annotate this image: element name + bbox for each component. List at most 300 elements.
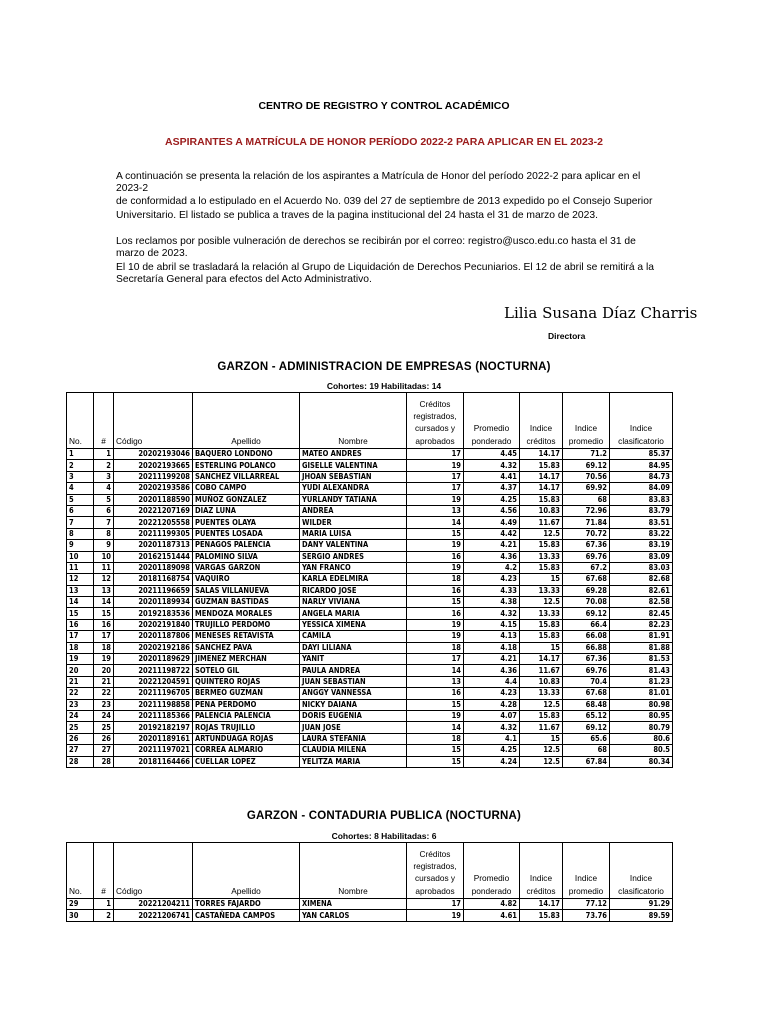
cell-indice-clasificatorio: 82.58 <box>610 597 673 608</box>
cell-creditos: 16 <box>407 585 464 596</box>
cell-nombre: DAYI LILIANA <box>300 642 407 653</box>
students-table <box>66 842 673 922</box>
cell-apellido: PALOMINO SILVA <box>193 551 300 562</box>
cell-indice-promedio: 69.12 <box>563 460 610 471</box>
cell-indice-clasificatorio: 83.79 <box>610 505 673 516</box>
cell-indice-clasificatorio: 81.43 <box>610 665 673 676</box>
cell-apellido: SOTELO GIL <box>193 665 300 676</box>
cell-num: 3 <box>94 471 114 482</box>
cell-apellido: SANCHEZ VILLARREAL <box>193 471 300 482</box>
cell-indice-creditos: 15.83 <box>520 494 563 505</box>
cell-indice-clasificatorio: 80.34 <box>610 756 673 767</box>
cell-indice-clasificatorio: 82.23 <box>610 619 673 630</box>
col-promedio-ponderado-header: Promedio ponderado <box>464 843 520 899</box>
col-apellido-header: Apellido <box>193 843 300 899</box>
cell-indice-clasificatorio: 82.61 <box>610 585 673 596</box>
table-row <box>67 505 673 516</box>
cell-no: 9 <box>67 540 94 551</box>
cell-promedio-ponderado: 4.45 <box>464 449 520 460</box>
cell-apellido: GUZMAN BASTIDAS <box>193 597 300 608</box>
table-row <box>67 540 673 551</box>
cell-num: 15 <box>94 608 114 619</box>
col-no-header: No. <box>67 843 94 899</box>
cell-codigo: 20192183536 <box>114 608 193 619</box>
cell-creditos: 19 <box>407 619 464 630</box>
cell-no: 23 <box>67 699 94 710</box>
cell-indice-creditos: 15 <box>520 642 563 653</box>
cell-indice-creditos: 10.83 <box>520 505 563 516</box>
cell-indice-creditos: 14.17 <box>520 471 563 482</box>
cell-nombre: LAURA STEFANIA <box>300 733 407 744</box>
cell-indice-clasificatorio: 91.29 <box>610 899 673 910</box>
table-row <box>67 551 673 562</box>
table-row <box>67 483 673 494</box>
cell-promedio-ponderado: 4.32 <box>464 722 520 733</box>
cell-indice-creditos: 15.83 <box>520 631 563 642</box>
cell-no: 1 <box>67 449 94 460</box>
cell-creditos: 15 <box>407 699 464 710</box>
cell-no: 3 <box>67 471 94 482</box>
cell-indice-clasificatorio: 80.95 <box>610 710 673 721</box>
cell-no: 17 <box>67 631 94 642</box>
cell-indice-creditos: 14.17 <box>520 899 563 910</box>
cell-promedio-ponderado: 4.56 <box>464 505 520 516</box>
table-row <box>67 722 673 733</box>
cell-indice-clasificatorio: 80.5 <box>610 745 673 756</box>
cell-apellido: MENDOZA MORALES <box>193 608 300 619</box>
cell-num: 4 <box>94 483 114 494</box>
cell-apellido: PUENTES OLAYA <box>193 517 300 528</box>
cell-codigo: 20221205558 <box>114 517 193 528</box>
cell-no: 29 <box>67 899 94 910</box>
cell-indice-creditos: 11.67 <box>520 722 563 733</box>
cell-codigo: 20211196705 <box>114 688 193 699</box>
cell-indice-promedio: 66.88 <box>563 642 610 653</box>
table-row <box>67 665 673 676</box>
cell-promedio-ponderado: 4.21 <box>464 540 520 551</box>
table-row <box>67 710 673 721</box>
table-row <box>67 597 673 608</box>
cell-codigo: 20201188590 <box>114 494 193 505</box>
cell-indice-clasificatorio: 84.09 <box>610 483 673 494</box>
cell-num: 5 <box>94 494 114 505</box>
cell-indice-promedio: 69.12 <box>563 608 610 619</box>
cell-indice-clasificatorio: 81.01 <box>610 688 673 699</box>
cell-nombre: ANDREA <box>300 505 407 516</box>
cell-no: 14 <box>67 597 94 608</box>
table-row <box>67 745 673 756</box>
cell-indice-clasificatorio: 81.53 <box>610 654 673 665</box>
section-title: GARZON - ADMINISTRACION DE EMPRESAS (NOCTURNA) <box>217 361 551 373</box>
cell-indice-promedio: 71.2 <box>563 449 610 460</box>
cell-promedio-ponderado: 4.13 <box>464 631 520 642</box>
cell-num: 13 <box>94 585 114 596</box>
cell-no: 8 <box>67 528 94 539</box>
cell-nombre: JUAN SEBASTIAN <box>300 676 407 687</box>
cell-codigo: 20202193046 <box>114 449 193 460</box>
cell-promedio-ponderado: 4.23 <box>464 574 520 585</box>
cell-codigo: 20221204591 <box>114 676 193 687</box>
cell-apellido: MUÑOZ GONZALEZ <box>193 494 300 505</box>
cell-indice-clasificatorio: 89.59 <box>610 910 673 921</box>
cell-nombre: RICARDO JOSE <box>300 585 407 596</box>
table-row <box>67 471 673 482</box>
cell-indice-promedio: 72.96 <box>563 505 610 516</box>
cell-indice-clasificatorio: 80.6 <box>610 733 673 744</box>
cell-promedio-ponderado: 4.33 <box>464 585 520 596</box>
cell-indice-promedio: 70.08 <box>563 597 610 608</box>
cell-indice-promedio: 67.2 <box>563 562 610 573</box>
cell-promedio-ponderado: 4.07 <box>464 710 520 721</box>
table-row <box>67 699 673 710</box>
table-row <box>67 733 673 744</box>
cell-indice-creditos: 11.67 <box>520 517 563 528</box>
cell-apellido: TRUJILLO PERDOMO <box>193 619 300 630</box>
cell-codigo: 20202193665 <box>114 460 193 471</box>
table-row <box>67 585 673 596</box>
col-nombre-header: Nombre <box>300 393 407 449</box>
cell-num: 1 <box>94 449 114 460</box>
cell-indice-promedio: 69.76 <box>563 551 610 562</box>
cell-indice-clasificatorio: 83.83 <box>610 494 673 505</box>
cell-nombre: YESSICA XIMENA <box>300 619 407 630</box>
cell-indice-clasificatorio: 83.03 <box>610 562 673 573</box>
cell-num: 7 <box>94 517 114 528</box>
cell-creditos: 16 <box>407 688 464 699</box>
cell-creditos: 15 <box>407 597 464 608</box>
cell-codigo: 20221204211 <box>114 899 193 910</box>
cell-no: 13 <box>67 585 94 596</box>
cell-indice-creditos: 15.83 <box>520 540 563 551</box>
cell-indice-promedio: 69.12 <box>563 722 610 733</box>
cell-promedio-ponderado: 4.15 <box>464 619 520 630</box>
cell-promedio-ponderado: 4.37 <box>464 483 520 494</box>
cell-no: 26 <box>67 733 94 744</box>
cell-promedio-ponderado: 4.2 <box>464 562 520 573</box>
cell-indice-creditos: 12.5 <box>520 528 563 539</box>
cell-nombre: WILDER <box>300 517 407 528</box>
col-apellido-header: Apellido <box>193 393 300 449</box>
cell-indice-creditos: 12.5 <box>520 597 563 608</box>
cell-promedio-ponderado: 4.41 <box>464 471 520 482</box>
table-row <box>67 899 673 910</box>
cell-no: 12 <box>67 574 94 585</box>
cell-indice-promedio: 67.68 <box>563 688 610 699</box>
cell-creditos: 14 <box>407 517 464 528</box>
cell-creditos: 17 <box>407 471 464 482</box>
cell-num: 8 <box>94 528 114 539</box>
cell-num: 23 <box>94 699 114 710</box>
cell-nombre: PAULA ANDREA <box>300 665 407 676</box>
cell-nombre: SERGIO ANDRES <box>300 551 407 562</box>
cell-promedio-ponderado: 4.49 <box>464 517 520 528</box>
cell-codigo: 20211198722 <box>114 665 193 676</box>
cell-codigo: 20201189629 <box>114 654 193 665</box>
cell-creditos: 13 <box>407 505 464 516</box>
cell-indice-promedio: 67.68 <box>563 574 610 585</box>
cell-num: 21 <box>94 676 114 687</box>
cell-indice-clasificatorio: 80.79 <box>610 722 673 733</box>
cell-creditos: 18 <box>407 733 464 744</box>
cell-indice-promedio: 68.48 <box>563 699 610 710</box>
cell-indice-promedio: 68 <box>563 494 610 505</box>
cell-indice-creditos: 10.83 <box>520 676 563 687</box>
cell-codigo: 20202192186 <box>114 642 193 653</box>
cell-codigo: 20201189161 <box>114 733 193 744</box>
col-indice-clasificatorio-header: Indice clasificatorio <box>610 843 673 899</box>
cell-num: 28 <box>94 756 114 767</box>
cell-indice-creditos: 13.33 <box>520 608 563 619</box>
cell-promedio-ponderado: 4.18 <box>464 642 520 653</box>
table-row <box>67 460 673 471</box>
cell-apellido: PENA PERDOMO <box>193 699 300 710</box>
cell-num: 12 <box>94 574 114 585</box>
cell-indice-creditos: 15.83 <box>520 619 563 630</box>
cell-promedio-ponderado: 4.61 <box>464 910 520 921</box>
cell-num: 27 <box>94 745 114 756</box>
cell-apellido: PALENCIA PALENCIA <box>193 710 300 721</box>
cell-indice-promedio: 70.72 <box>563 528 610 539</box>
cell-num: 20 <box>94 665 114 676</box>
cell-indice-clasificatorio: 82.68 <box>610 574 673 585</box>
cell-creditos: 15 <box>407 745 464 756</box>
page-title: CENTRO DE REGISTRO Y CONTROL ACADÉMICO <box>258 100 510 112</box>
cell-no: 18 <box>67 642 94 653</box>
cell-indice-creditos: 13.33 <box>520 551 563 562</box>
cell-promedio-ponderado: 4.25 <box>464 745 520 756</box>
cell-creditos: 14 <box>407 665 464 676</box>
cell-indice-creditos: 13.33 <box>520 688 563 699</box>
cell-codigo: 20201187313 <box>114 540 193 551</box>
page-subtitle: ASPIRANTES A MATRÍCULA DE HONOR PERÍODO 2022-2 PARA APLICAR EN EL 2023-2 <box>165 136 603 148</box>
table-row <box>67 562 673 573</box>
cell-promedio-ponderado: 4.82 <box>464 899 520 910</box>
cell-nombre: DANY VALENTINA <box>300 540 407 551</box>
table-row <box>67 494 673 505</box>
cell-nombre: MATEO ANDRES <box>300 449 407 460</box>
table-row <box>67 517 673 528</box>
cell-nombre: XIMENA <box>300 899 407 910</box>
col-nombre-header: Nombre <box>300 843 407 899</box>
table-row <box>67 449 673 460</box>
cell-promedio-ponderado: 4.4 <box>464 676 520 687</box>
col-num-header: # <box>94 843 114 899</box>
cell-codigo: 20162151444 <box>114 551 193 562</box>
cell-num: 2 <box>94 910 114 921</box>
cell-indice-clasificatorio: 84.95 <box>610 460 673 471</box>
cell-num: 22 <box>94 688 114 699</box>
cell-indice-clasificatorio: 83.51 <box>610 517 673 528</box>
cell-indice-creditos: 12.5 <box>520 699 563 710</box>
table-row <box>67 574 673 585</box>
cell-apellido: DIAZ LUNA <box>193 505 300 516</box>
cell-num: 26 <box>94 733 114 744</box>
table-row <box>67 756 673 767</box>
cell-creditos: 19 <box>407 710 464 721</box>
cell-codigo: 20201187806 <box>114 631 193 642</box>
col-creditos-header: Créditos registrados, cursados y aprobados <box>407 393 464 449</box>
cell-indice-promedio: 67.36 <box>563 540 610 551</box>
cell-creditos: 19 <box>407 910 464 921</box>
cell-apellido: PUENTES LOSADA <box>193 528 300 539</box>
cell-indice-promedio: 66.4 <box>563 619 610 630</box>
cell-indice-creditos: 15.83 <box>520 460 563 471</box>
cell-indice-creditos: 14.17 <box>520 654 563 665</box>
cell-creditos: 19 <box>407 540 464 551</box>
section-cohorts: Cohortes: 8 Habilitadas: 6 <box>331 831 437 841</box>
cell-num: 18 <box>94 642 114 653</box>
cell-nombre: KARLA EDELMIRA <box>300 574 407 585</box>
cell-indice-creditos: 15.83 <box>520 562 563 573</box>
cell-indice-clasificatorio: 81.23 <box>610 676 673 687</box>
cell-indice-promedio: 69.28 <box>563 585 610 596</box>
section-title: GARZON - CONTADURIA PUBLICA (NOCTURNA) <box>246 810 522 822</box>
cell-nombre: YANIT <box>300 654 407 665</box>
signature-name: Lilia Susana Díaz Charris <box>504 304 698 322</box>
cell-num: 25 <box>94 722 114 733</box>
cell-indice-creditos: 14.17 <box>520 449 563 460</box>
col-indice-creditos-header: Indice créditos <box>520 393 563 449</box>
cell-num: 16 <box>94 619 114 630</box>
cell-no: 21 <box>67 676 94 687</box>
cell-no: 22 <box>67 688 94 699</box>
cell-num: 19 <box>94 654 114 665</box>
cell-indice-creditos: 14.17 <box>520 483 563 494</box>
cell-indice-promedio: 69.76 <box>563 665 610 676</box>
cell-indice-creditos: 12.5 <box>520 756 563 767</box>
cell-apellido: TORRES FAJARDO <box>193 899 300 910</box>
cell-indice-promedio: 73.76 <box>563 910 610 921</box>
cell-apellido: SANCHEZ PAVA <box>193 642 300 653</box>
cell-apellido: JIMENEZ MERCHAN <box>193 654 300 665</box>
cell-num: 11 <box>94 562 114 573</box>
cell-num: 24 <box>94 710 114 721</box>
cell-codigo: 20202191840 <box>114 619 193 630</box>
transfer-paragraph: El 10 de abril se trasladará la relación al Grupo de Liquidación de Derechos Pecuniarios. El 12 de abril se remitirá a la Secretaría General para efectos del Acto Administrativo. <box>116 262 655 285</box>
cell-promedio-ponderado: 4.32 <box>464 608 520 619</box>
cell-apellido: CORREA ALMARIO <box>193 745 300 756</box>
cell-indice-clasificatorio: 81.91 <box>610 631 673 642</box>
cell-codigo: 20211199305 <box>114 528 193 539</box>
cell-indice-creditos: 13.33 <box>520 585 563 596</box>
table-row <box>67 631 673 642</box>
table-row <box>67 688 673 699</box>
signature-role: Directora <box>548 331 586 341</box>
claims-paragraph: Los reclamos por posible vulneración de derechos se recibirán por el correo: registro@usco.edu.co hasta el 31 de marzo de 2023. <box>116 236 636 259</box>
cell-codigo: 20211185366 <box>114 710 193 721</box>
cell-apellido: SALAS VILLANUEVA <box>193 585 300 596</box>
intro-line-3: Universitario. El listado se publica a traves de la pagina institucional del 24 hasta el 31 de marzo de 2023. <box>116 210 598 221</box>
cell-creditos: 14 <box>407 722 464 733</box>
students-table <box>66 392 673 768</box>
cell-nombre: YAN CARLOS <box>300 910 407 921</box>
cell-creditos: 15 <box>407 528 464 539</box>
col-creditos-header: Créditos registrados, cursados y aprobados <box>407 843 464 899</box>
intro-line-1: A continuación se presenta la relación de los aspirantes a Matrícula de Honor del período 2022-2 para aplicar en el 2023-2 <box>116 171 641 194</box>
cell-promedio-ponderado: 4.21 <box>464 654 520 665</box>
table-row <box>67 676 673 687</box>
intro-line-2: de conformidad a lo estipulado en el Acuerdo No. 039 del 27 de septiembre de 2013 expedido po el Consejo Superior <box>116 196 653 207</box>
cell-indice-promedio: 68 <box>563 745 610 756</box>
cell-creditos: 17 <box>407 483 464 494</box>
table-header-row <box>67 843 673 899</box>
section-cohorts: Cohortes: 19 Habilitadas: 14 <box>326 381 442 391</box>
cell-indice-clasificatorio: 82.45 <box>610 608 673 619</box>
col-indice-creditos-header: Indice créditos <box>520 843 563 899</box>
cell-indice-promedio: 70.56 <box>563 471 610 482</box>
cell-no: 20 <box>67 665 94 676</box>
cell-promedio-ponderado: 4.36 <box>464 551 520 562</box>
cell-indice-creditos: 11.67 <box>520 665 563 676</box>
cell-indice-promedio: 65.6 <box>563 733 610 744</box>
cell-no: 4 <box>67 483 94 494</box>
cell-promedio-ponderado: 4.25 <box>464 494 520 505</box>
cell-apellido: BAQUERO LONDONO <box>193 449 300 460</box>
cell-indice-promedio: 67.84 <box>563 756 610 767</box>
cell-no: 25 <box>67 722 94 733</box>
cell-codigo: 20211196659 <box>114 585 193 596</box>
cell-codigo: 20221207169 <box>114 505 193 516</box>
cell-nombre: DORIS EUGENIA <box>300 710 407 721</box>
table-header-row <box>67 393 673 449</box>
cell-num: 9 <box>94 540 114 551</box>
cell-indice-promedio: 69.92 <box>563 483 610 494</box>
cell-nombre: YURLANDY TATIANA <box>300 494 407 505</box>
cell-creditos: 17 <box>407 449 464 460</box>
cell-no: 27 <box>67 745 94 756</box>
cell-indice-creditos: 15 <box>520 733 563 744</box>
cell-indice-creditos: 15.83 <box>520 710 563 721</box>
cell-indice-promedio: 66.08 <box>563 631 610 642</box>
cell-creditos: 18 <box>407 574 464 585</box>
cell-nombre: MARIA LUISA <box>300 528 407 539</box>
cell-apellido: VAQUIRO <box>193 574 300 585</box>
cell-promedio-ponderado: 4.38 <box>464 597 520 608</box>
cell-apellido: PENAGOS PALENCIA <box>193 540 300 551</box>
col-no-header: No. <box>67 393 94 449</box>
cell-creditos: 19 <box>407 562 464 573</box>
cell-codigo: 20202193586 <box>114 483 193 494</box>
cell-nombre: JUAN JOSE <box>300 722 407 733</box>
cell-promedio-ponderado: 4.23 <box>464 688 520 699</box>
col-num-header: # <box>94 393 114 449</box>
cell-creditos: 17 <box>407 899 464 910</box>
cell-nombre: YAN FRANCO <box>300 562 407 573</box>
cell-indice-creditos: 12.5 <box>520 745 563 756</box>
cell-promedio-ponderado: 4.36 <box>464 665 520 676</box>
cell-no: 16 <box>67 619 94 630</box>
cell-indice-creditos: 15.83 <box>520 910 563 921</box>
table-row <box>67 608 673 619</box>
cell-no: 30 <box>67 910 94 921</box>
cell-creditos: 15 <box>407 756 464 767</box>
cell-apellido: COBO CAMPO <box>193 483 300 494</box>
cell-codigo: 20181164466 <box>114 756 193 767</box>
cell-apellido: CUELLAR LOPEZ <box>193 756 300 767</box>
cell-nombre: GISELLE VALENTINA <box>300 460 407 471</box>
cell-promedio-ponderado: 4.42 <box>464 528 520 539</box>
table-row <box>67 642 673 653</box>
cell-nombre: YUDI ALEXANDRA <box>300 483 407 494</box>
table-row <box>67 910 673 921</box>
cell-codigo: 20201189934 <box>114 597 193 608</box>
col-indice-clasificatorio-header: Indice clasificatorio <box>610 393 673 449</box>
cell-creditos: 16 <box>407 551 464 562</box>
cell-indice-clasificatorio: 84.73 <box>610 471 673 482</box>
cell-no: 15 <box>67 608 94 619</box>
cell-promedio-ponderado: 4.32 <box>464 460 520 471</box>
col-codigo-header: Código <box>114 393 193 449</box>
